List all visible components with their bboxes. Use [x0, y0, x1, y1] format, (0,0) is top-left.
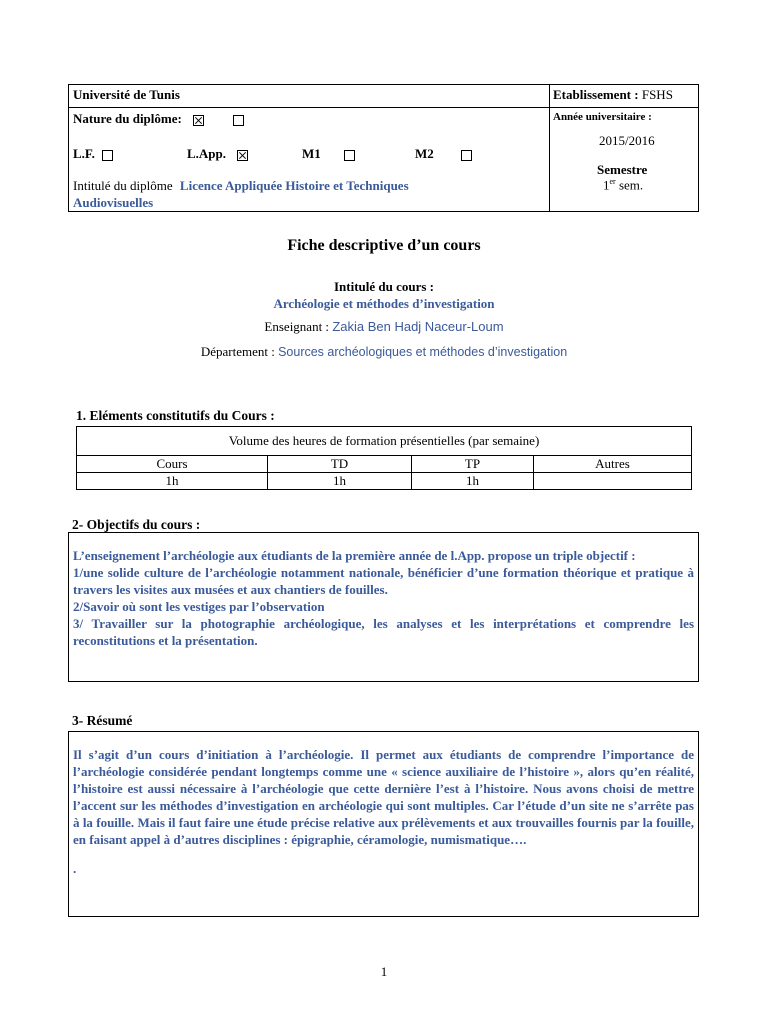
resume-trailing: . — [73, 861, 77, 876]
lapp-checkbox[interactable] — [237, 150, 248, 161]
lf-option: L.F. — [73, 146, 113, 162]
university-name: Université de Tunis — [73, 87, 180, 102]
m1-option: M1 — [302, 146, 355, 162]
intitule-diplome-line2: Audiovisuelles — [73, 195, 154, 210]
col-cours: Cours — [77, 456, 268, 473]
col-td: TD — [268, 456, 412, 473]
etablissement: Etablissement : FSHS — [553, 87, 673, 102]
objectif-line-3: 3/ Travailler sur la photographie archéologique, les analyses et les interprétations et comprendre les reconstitutions et la présentation. — [73, 616, 694, 648]
lapp-option: L.App. — [187, 146, 248, 162]
course-name: Archéologie et méthodes d’investigation — [273, 296, 495, 311]
val-td: 1h — [268, 473, 412, 490]
objectif-line-1: 1/une solide culture de l’archéologie notamment nationale, bénéficier d’une formation théorique et pratique à travers les visites aux musées et aux chantiers de fouilles. — [73, 565, 694, 597]
col-tp: TP — [412, 456, 534, 473]
resume-text: Il s’agit d’un cours d’initiation à l’archéologie. Il permet aux étudiants de comprendre l’importance de l’archéologie considérée pendant longtemps comme une « science auxiliaire de l’histoire », alors qu’en réalité, l’histoire est aussi nécessaire à l’archéologie que cette dernière l’est à l’histoire. Nous avons choisi de mettre l’accent sur les méthodes d’investigation en archéologie qui sont multiples. Car l’étude d’un site ne s’arrête pas à la fouille. Mais il faut faire une étude précise relative aux prélèvements et aux trouvailles fournis par la fouille, en faisant appel à d’autres disciplines : épigraphie, céramologie, numismatique…. — [73, 747, 694, 847]
nature-checkbox-1[interactable] — [193, 115, 204, 126]
objectif-line-intro: L’enseignement l’archéologie aux étudiants de la première année de l.App. propose un triple objectif : — [73, 548, 636, 563]
val-tp: 1h — [412, 473, 534, 490]
nature-diplome: Nature du diplôme: — [73, 111, 244, 127]
col-autres: Autres — [534, 456, 692, 473]
m2-option: M2 — [415, 146, 472, 162]
enseignant: Enseignant : Zakia Ben Hadj Naceur-Loum — [264, 319, 504, 334]
objectif-line-2: 2/Savoir où sont les vestiges par l’observation — [73, 599, 325, 614]
objectifs-box — [68, 532, 699, 682]
val-cours: 1h — [77, 473, 268, 490]
val-autres — [534, 473, 692, 490]
m1-checkbox[interactable] — [344, 150, 355, 161]
m2-checkbox[interactable] — [461, 150, 472, 161]
annee-label: Année universitaire : — [553, 111, 652, 123]
volume-table-header: Volume des heures de formation présentielles (par semaine) — [77, 427, 692, 456]
section1-title: 1. Eléments constitutifs du Cours : — [76, 408, 275, 423]
resume-box — [68, 731, 699, 917]
page-number: 1 — [380, 964, 388, 979]
lf-checkbox[interactable] — [102, 150, 113, 161]
volume-table — [76, 426, 692, 490]
course-label: Intitulé du cours : — [333, 279, 435, 294]
annee-value: 2015/2016 — [599, 133, 655, 148]
intitule-diplome: Intitulé du diplôme Licence Appliquée Histoire et Techniques — [73, 178, 409, 193]
header-table — [68, 84, 699, 212]
section2-title: 2- Objectifs du cours : — [72, 517, 201, 532]
semestre-label: Semestre — [597, 162, 648, 177]
page-title: Fiche descriptive d’un cours — [287, 237, 481, 254]
nature-checkbox-2[interactable] — [233, 115, 244, 126]
departement: Département : Sources archéologiques et méthodes d’investigation — [200, 344, 568, 359]
semestre-value: 1er sem. — [603, 177, 644, 193]
section3-title: 3- Résumé — [72, 713, 133, 728]
